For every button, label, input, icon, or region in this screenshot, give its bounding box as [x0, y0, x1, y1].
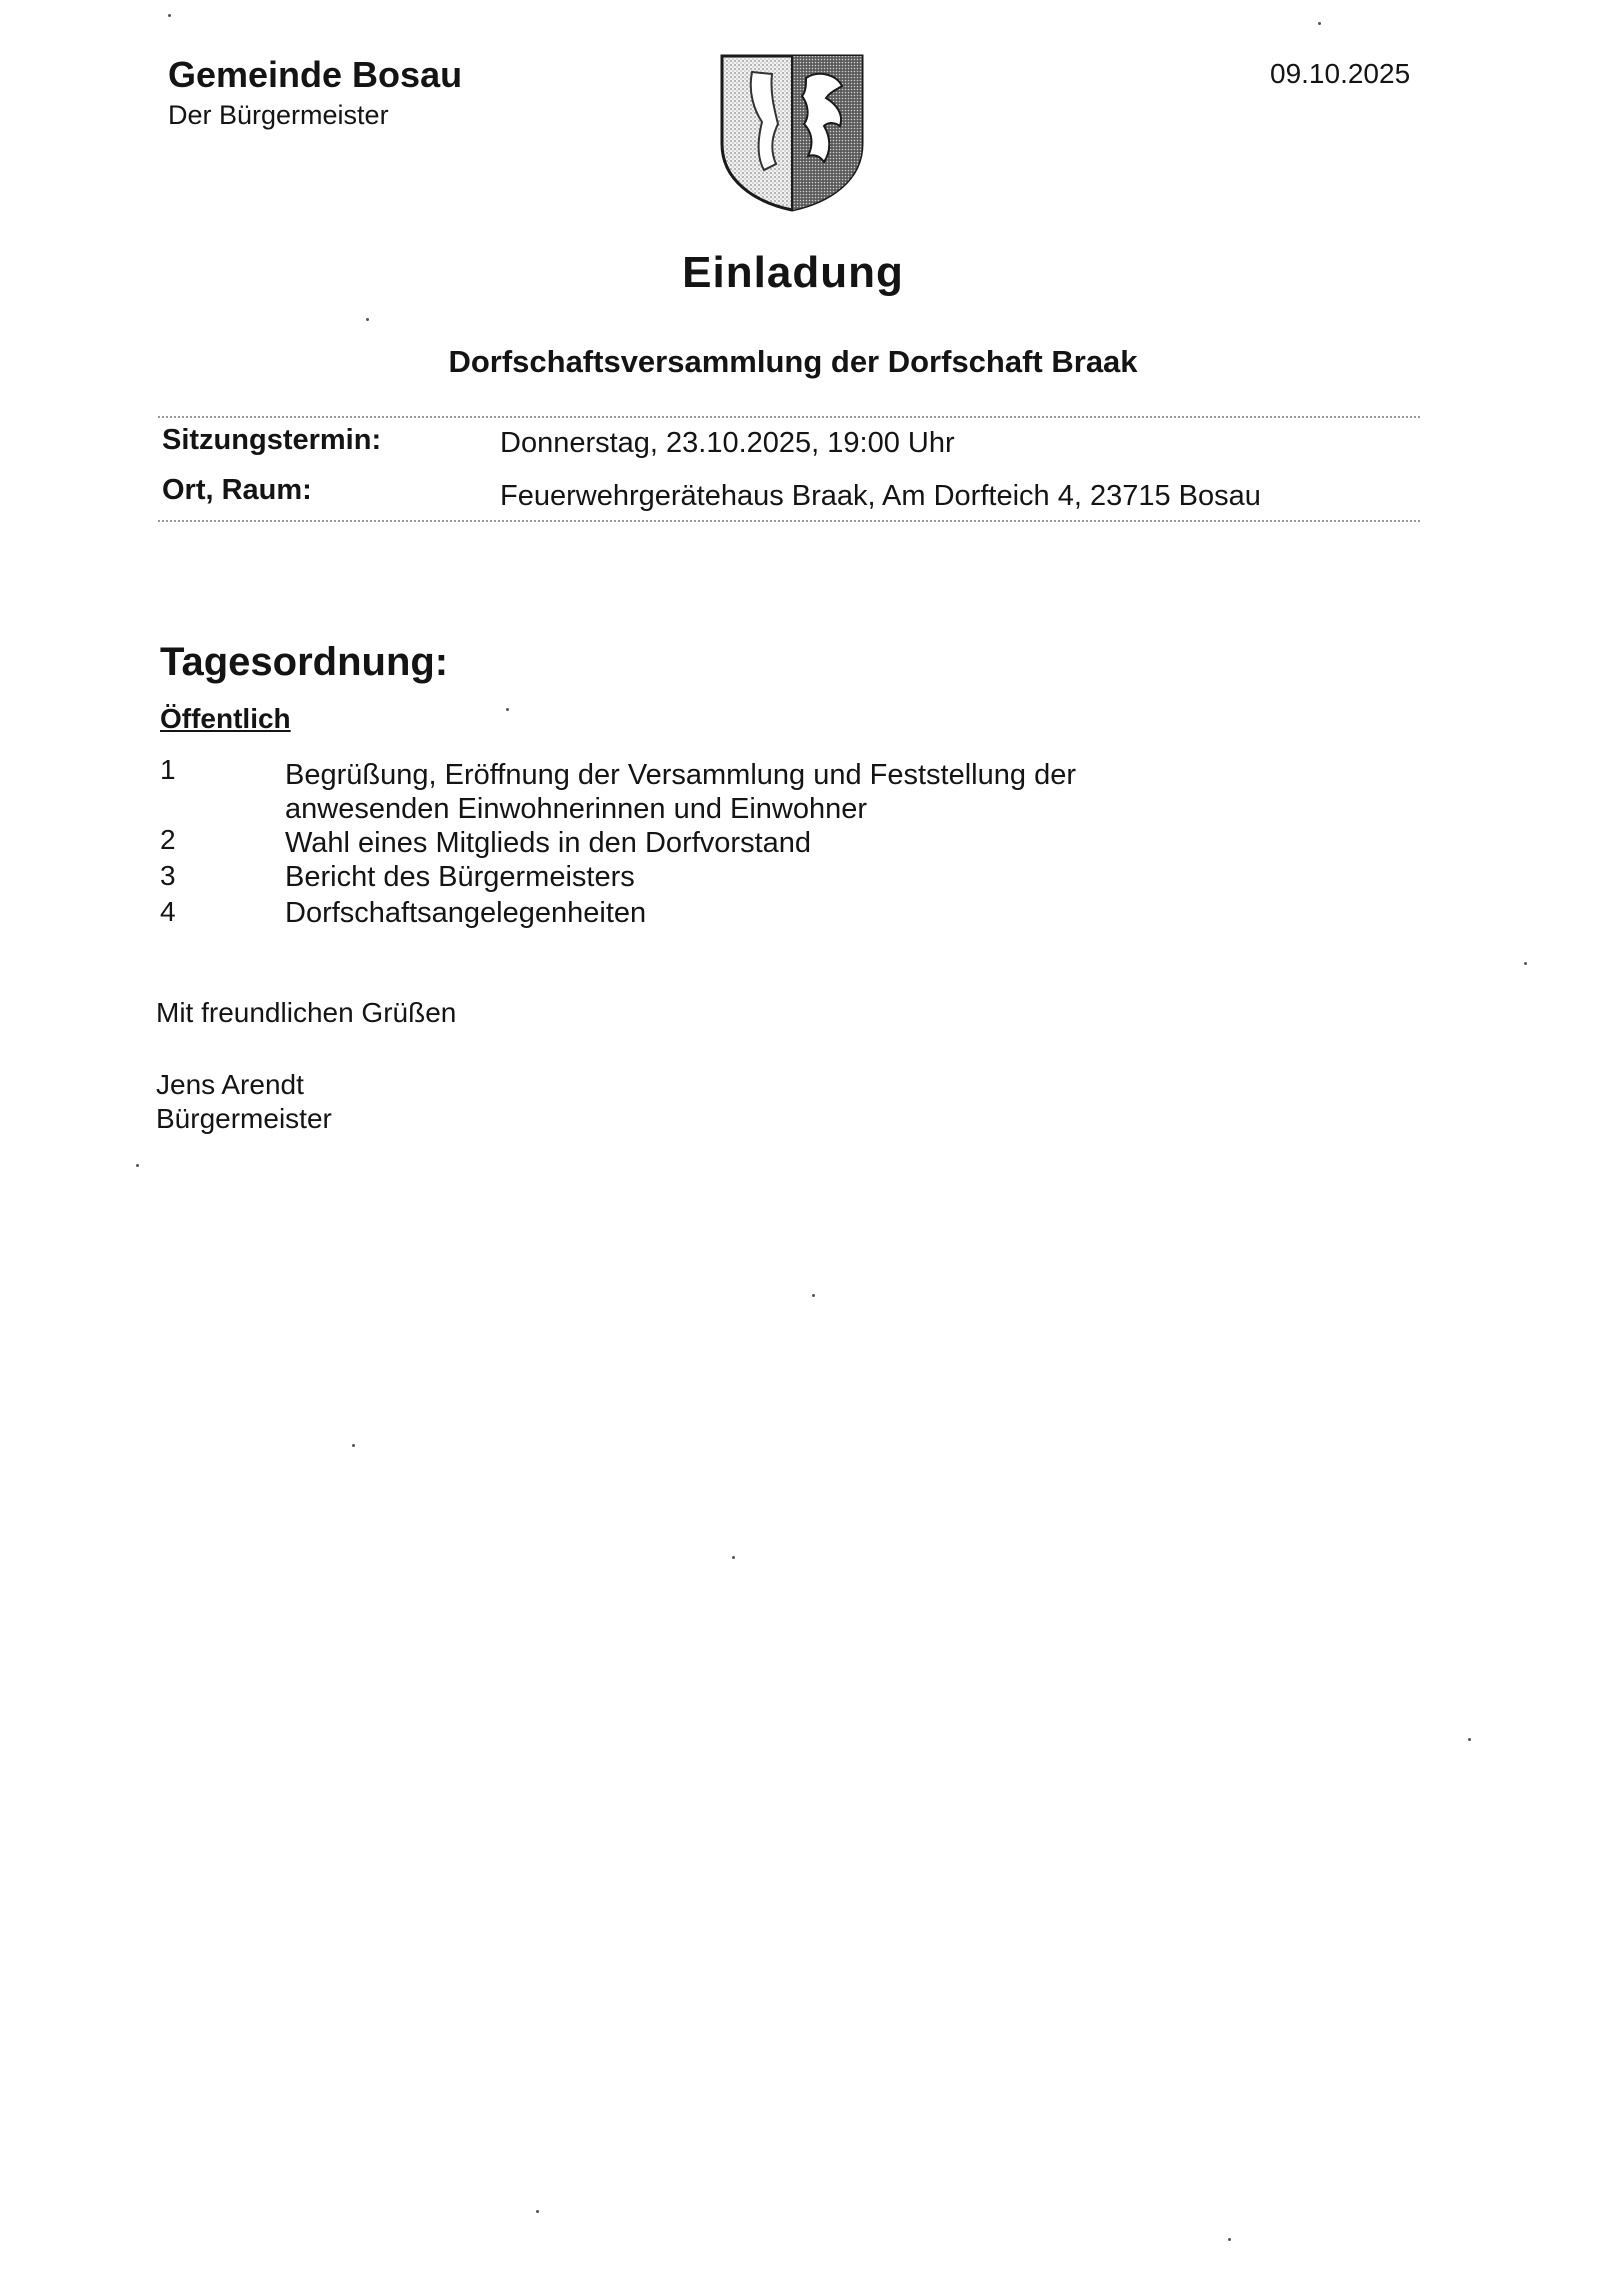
meeting-date-value: Donnerstag, 23.10.2025, 19:00 Uhr	[500, 427, 955, 459]
agenda-item-text: Bericht des Bürgermeisters	[285, 861, 635, 893]
agenda-section-public: Öffentlich	[160, 703, 291, 734]
agenda-item-text: Wahl eines Mitglieds in den Dorfvorstand	[285, 827, 812, 859]
scan-speck	[168, 14, 171, 17]
meeting-place-value: Feuerwehrgerätehaus Braak, Am Dorfteich 4, 23715 Bosau	[500, 480, 1261, 512]
scan-speck	[352, 1444, 355, 1447]
coat-of-arms-icon	[718, 52, 866, 212]
agenda-item-number: 1	[160, 754, 176, 785]
scan-speck	[1228, 2238, 1231, 2241]
agenda-item-number: 4	[160, 896, 176, 927]
agenda-item-number: 2	[160, 824, 176, 855]
divider-bottom	[158, 520, 1420, 522]
scan-speck	[136, 1164, 139, 1167]
organization-name: Gemeinde Bosau	[168, 54, 463, 95]
page-title: Einladung	[682, 248, 904, 297]
divider-top	[158, 416, 1420, 418]
agenda-item-text: Dorfschaftsangelegenheiten	[285, 897, 647, 929]
closing-greeting: Mit freundlichen Grüßen	[156, 997, 457, 1028]
meeting-date-label: Sitzungstermin:	[162, 424, 382, 456]
agenda-item-line: Begrüßung, Eröffnung der Versammlung und Feststellung der	[285, 759, 1076, 791]
page-subtitle: Dorfschaftsversammlung der Dorfschaft Braak	[448, 344, 1138, 379]
agenda-item-line: anwesenden Einwohnerinnen und Einwohner	[285, 793, 868, 825]
scan-speck	[1468, 1738, 1471, 1741]
scan-speck	[506, 708, 509, 711]
scan-speck	[812, 1294, 815, 1297]
scan-speck	[732, 1556, 735, 1559]
scan-speck	[366, 318, 369, 321]
scan-speck	[1524, 962, 1527, 965]
agenda-heading: Tagesordnung:	[160, 640, 449, 684]
meeting-place-label: Ort, Raum:	[162, 474, 312, 506]
signatory-role: Bürgermeister	[156, 1103, 332, 1134]
agenda-item-number: 3	[160, 860, 176, 891]
signatory-name: Jens Arendt	[156, 1069, 304, 1100]
agenda-item-text	[285, 758, 1076, 826]
scan-speck	[1318, 22, 1321, 25]
scan-speck	[536, 2210, 539, 2213]
letter-date: 09.10.2025	[1270, 58, 1411, 89]
department-name: Der Bürgermeister	[168, 100, 389, 130]
